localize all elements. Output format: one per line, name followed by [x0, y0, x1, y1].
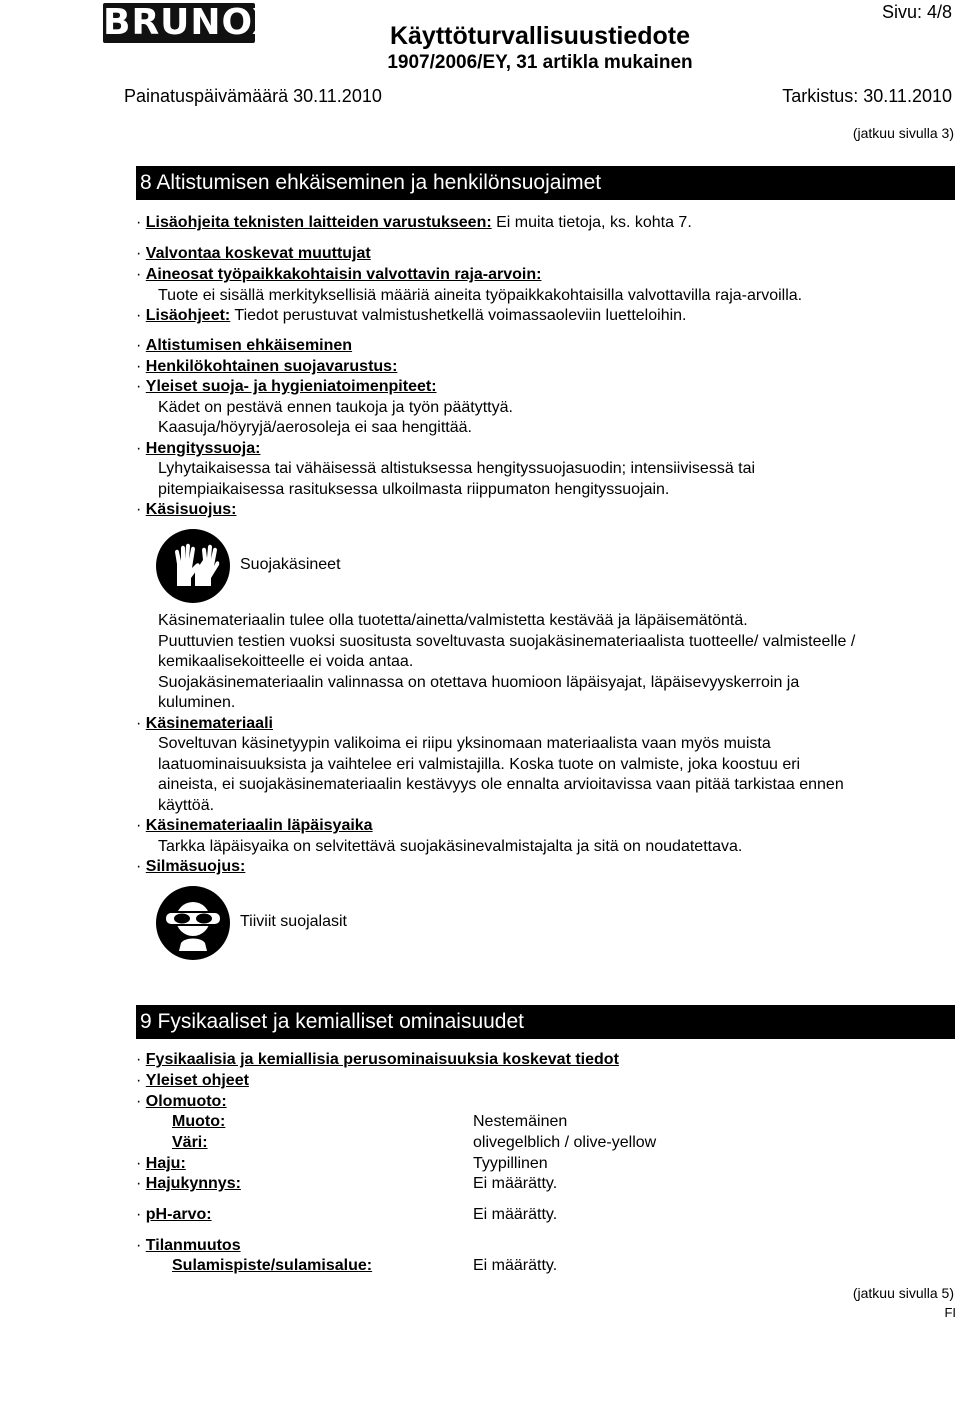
s9-state-change-label: Tilanmuutos [145, 1237, 241, 1254]
s8-hygiene-label: Yleiset suoja- ja hygieniatoimenpiteet: [145, 378, 437, 395]
s9-color-value: olivegelblich / olive-yellow [473, 1134, 657, 1151]
s8-ppe-label: Henkilökohtainen suojavarustus: [145, 358, 398, 375]
s8-control-params-label: Valvontaa koskevat muuttujat [145, 245, 371, 262]
s9-odour-threshold-label: Hajukynnys: [145, 1175, 241, 1192]
s8-glove-text-3b: kuluminen. [158, 694, 236, 711]
page-number: Sivu: 4/8 [881, 2, 952, 22]
goggles-icon-label: Tiiviit suojalasit [240, 913, 347, 930]
s8-eye: · Silmäsuojus: [136, 858, 246, 875]
gloves-icon [155, 528, 231, 604]
s9-form-value: Nestemäinen [473, 1113, 568, 1130]
s9-odour-label: Haju: [145, 1155, 186, 1172]
s8-respiratory-label: Hengityssuoja: [145, 440, 261, 457]
s8-respiratory-text-1: Lyhytaikaisessa tai vähäisessä altistuksessa hengityssuojasuodin; intensiivisessä tai [158, 460, 756, 477]
s9-odour-threshold: · Hajukynnys: [136, 1175, 241, 1192]
section-8-title: 8 Altistumisen ehkäiseminen ja henkilönsuojaimet [136, 166, 955, 200]
gloves-icon-label: Suojakäsineet [240, 556, 341, 573]
s8-glove-text-2a: Puuttuvien testien vuoksi suositusta soveltuvasta suojakäsinemateriaalista tuotteelle/ valmisteelle / [158, 633, 856, 650]
s8-eye-label: Silmäsuojus: [145, 858, 246, 875]
s9-form-label-wrap [172, 1113, 225, 1131]
s8-technical-label: Lisäohjeita teknisten laitteiden varustukseen: [145, 214, 492, 231]
s8-glove-material-text-1: Soveltuvan käsinetyypin valikoima ei riipu yksinomaan materiaalista vaan myös muista [158, 735, 771, 752]
s8-exposure-label: Altistumisen ehkäiseminen [145, 337, 353, 354]
s9-color-label-wrap [172, 1134, 208, 1152]
continued-to: (jatkuu sivulla 5) [852, 1285, 954, 1301]
s8-hand-label: Käsisuojus: [145, 501, 237, 518]
section-9-title: 9 Fysikaaliset ja kemialliset ominaisuudet [136, 1005, 955, 1039]
s9-melting-value: Ei määrätty. [473, 1257, 558, 1274]
s9-basic-info: · Fysikaalisia ja kemiallisia perusominaisuuksia koskevat tiedot [136, 1051, 619, 1068]
s8-technical-note: · Lisäohjeita teknisten laitteiden varustukseen: Ei muita tietoja, ks. kohta 7. [136, 214, 692, 231]
s8-glove-text-1: Käsinemateriaalin tulee olla tuotetta/ainetta/valmistetta kestävää ja läpäisemätöntä. [158, 612, 748, 629]
s8-control-params: · Valvontaa koskevat muuttujat [136, 245, 371, 262]
s8-respiratory: · Hengityssuoja: [136, 440, 261, 457]
s8-penetration-text: Tarkka läpäisyaika on selvitettävä suojakäsinevalmistajalta ja sitä on noudatettava. [158, 838, 743, 855]
s8-glove-material-label: Käsinemateriaali [145, 715, 273, 732]
goggles-icon [155, 885, 231, 961]
s8-glove-material-text-3: aineista, ei suojakäsinemateriaalin kestävyys ole ennalta arvioitavissa vaan pitää tarkistaa ennen [158, 776, 844, 793]
s9-general-label: Yleiset ohjeet [145, 1072, 249, 1089]
s9-ph: · pH-arvo: [136, 1206, 212, 1223]
s8-glove-text-3a: Suojakäsinemateriaalin valinnassa on otettava huomioon läpäisyajat, läpäisevyyskerroin ja [158, 674, 800, 691]
print-date: Painatuspäivämäärä 30.11.2010 [124, 86, 382, 106]
document-subtitle: 1907/2006/EY, 31 artikla mukainen [387, 52, 693, 73]
s9-general: · Yleiset ohjeet [136, 1072, 249, 1089]
s8-penetration: · Käsinemateriaalin läpäisyaika [136, 817, 373, 834]
s8-hygiene-text-2: Kaasuja/höyryjä/aerosoleja ei saa hengittää. [158, 419, 472, 436]
s9-state-change: · Tilanmuutos [136, 1237, 241, 1254]
s9-ph-label: pH-arvo: [145, 1206, 212, 1223]
language-code: FI [944, 1305, 956, 1320]
continued-from: (jatkuu sivulla 3) [852, 125, 954, 141]
s9-odour: · Haju: [136, 1155, 186, 1172]
s8-glove-text-2b: kemikaalisekoitteelle ei voida antaa. [158, 653, 414, 670]
s9-appearance-label: Olomuoto: [145, 1093, 227, 1110]
s8-technical-text: Ei muita tietoja, ks. kohta 7. [491, 214, 692, 231]
s9-melting-label-wrap [172, 1257, 372, 1275]
s9-color-label: Väri: [172, 1134, 208, 1151]
s8-hygiene: · Yleiset suoja- ja hygieniatoimenpiteet: [136, 378, 437, 395]
s8-hygiene-text-1: Kädet on pestävä ennen taukoja ja työn päätyttyä. [158, 399, 513, 416]
s8-glove-material: · Käsinemateriaali [136, 715, 273, 732]
s8-additional: · Lisäohjeet: Tiedot perustuvat valmistushetkellä voimassaoleviin luetteloihin. [136, 307, 687, 324]
s9-appearance: · Olomuoto: [136, 1093, 227, 1110]
s8-limit-values: · Aineosat työpaikkakohtaisin valvottavin raja-arvoin: [136, 266, 542, 283]
s8-hand: · Käsisuojus: [136, 501, 237, 518]
s8-limit-values-text: Tuote ei sisällä merkityksellisiä määriä aineita työpaikkakohtaisilla valvottavilla raja-arvoilla. [158, 287, 803, 304]
review-date: Tarkistus: 30.11.2010 [782, 86, 952, 106]
s8-ppe: · Henkilökohtainen suojavarustus: [136, 358, 398, 375]
s8-additional-label: Lisäohjeet: [145, 307, 231, 324]
s9-form-label: Muoto: [172, 1113, 226, 1130]
s9-odour-value: Tyypillinen [473, 1155, 548, 1172]
s8-glove-material-text-4: käyttöä. [158, 797, 215, 814]
s8-limit-values-label: Aineosat työpaikkakohtaisin valvottavin raja-arvoin: [145, 266, 542, 283]
s9-ph-value: Ei määrätty. [473, 1206, 558, 1223]
s9-melting-label: Sulamispiste/sulamisalue: [172, 1257, 373, 1274]
s8-respiratory-text-2: pitempiaikaisessa rasituksessa ulkoilmasta riippumaton hengityssuojain. [158, 481, 670, 498]
s9-basic-info-label: Fysikaalisia ja kemiallisia perusominaisuuksia koskevat tiedot [145, 1051, 619, 1068]
document-title: Käyttöturvallisuustiedote [389, 22, 691, 50]
brand-logo: BRUNOX [103, 2, 281, 43]
s8-additional-text: Tiedot perustuvat valmistushetkellä voimassaoleviin luetteloihin. [230, 307, 687, 324]
s8-penetration-label: Käsinemateriaalin läpäisyaika [145, 817, 373, 834]
s8-exposure: · Altistumisen ehkäiseminen [136, 337, 353, 354]
s9-odour-threshold-value: Ei määrätty. [473, 1175, 558, 1192]
s8-glove-material-text-2: laatuominaisuuksista ja vaihtelee eri valmistajilla. Koska tuote on valmiste, joka koostuu eri [158, 756, 801, 773]
